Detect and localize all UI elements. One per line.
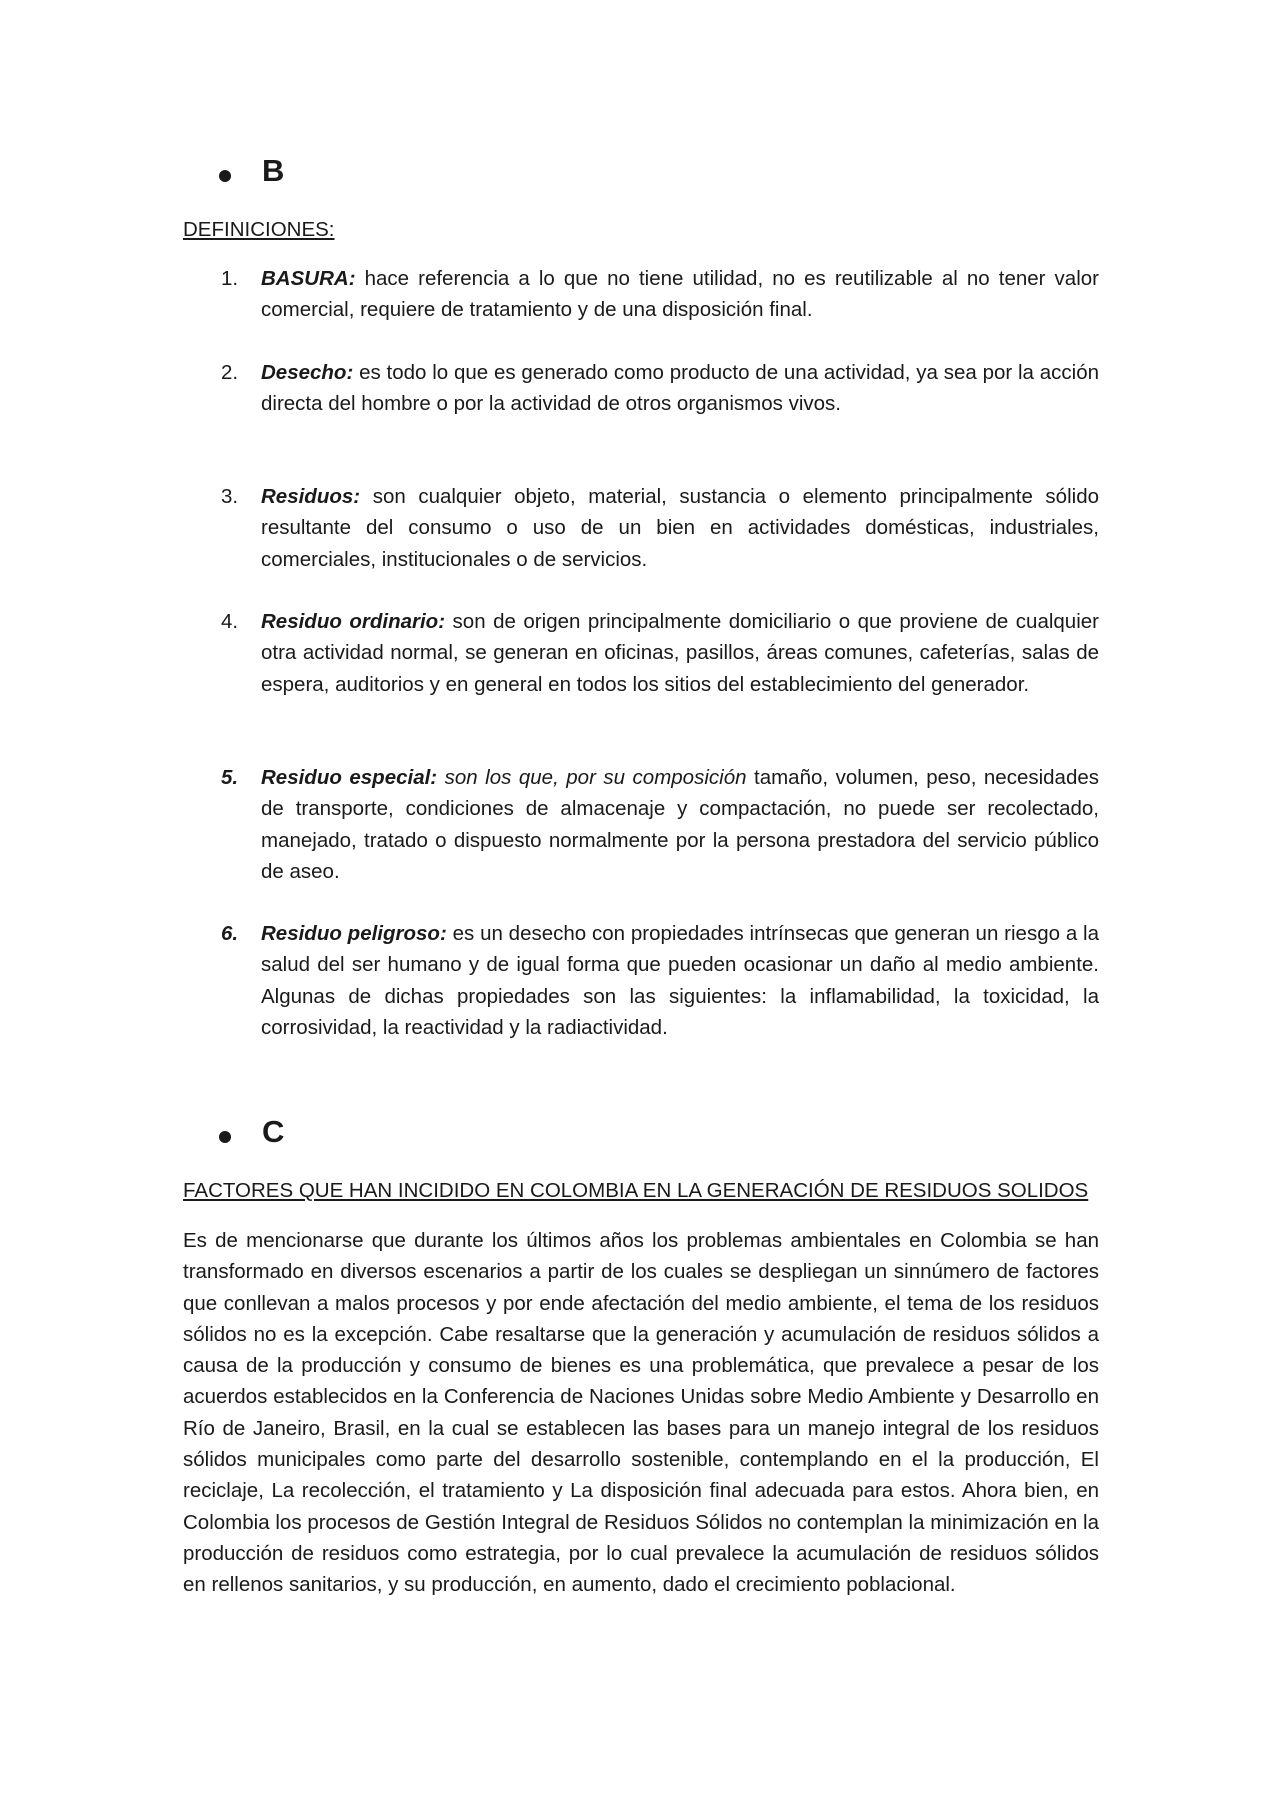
definition-item — [221, 357, 1099, 420]
definition-item — [221, 918, 1099, 1043]
item-description: es un desecho con propiedades intrínsecas que generan un riesgo a la salud del ser humano y de igual forma que pueden ocasionar un daño al medio ambiente. Algunas de dichas propiedades son las siguientes: la inflamabilidad, la toxicidad, la corrosividad, la reactividad y la radiactividad. — [261, 922, 1099, 1039]
section-c-bullet — [219, 1114, 285, 1149]
item-text — [261, 762, 1099, 887]
item-number: 2. — [221, 361, 239, 384]
item-term: Residuos: — [261, 485, 361, 508]
item-italic-text: son los que, por su composición — [437, 766, 747, 789]
item-term: Residuo especial: — [261, 766, 438, 789]
item-description: es todo lo que es generado como producto de una actividad, ya sea por la acción directa del hombre o por la actividad de otros organismos vivos. — [261, 361, 1099, 416]
section-b-bullet — [219, 153, 285, 188]
section-c-paragraph: Es de mencionarse que durante los últimos años los problemas ambientales en Colombia se han transformado en diversos escenarios a partir de los cuales se despliegan un sinnúmero de factores que conllevan a malos procesos y por ende afectación del medio ambiente, el tema de los residuos sólidos no es la excepción. Cabe resaltarse que la generación y acumulación de residuos sólidos a causa de la producción y consumo de bienes es una problemática, que prevalece a pesar de los acuerdos establecidos en la Conferencia de Naciones Unidas sobre Medio Ambiente y Desarrollo en Río de Janeiro, Brasil, en la cual se establecen las bases para un manejo integral de los residuos sólidos municipales como parte del desarrollo sostenible, contemplando en el la producción, El reciclaje, La recolección, el tratamiento y La disposición final adecuada para estos. Ahora bien, en Colombia los procesos de Gestión Integral de Residuos Sólidos no contemplan la minimización en la producción de residuos como estrategia, por lo cual prevalece la acumulación de residuos sólidos en rellenos sanitarios, y su producción, en aumento, dado el crecimiento poblacional. — [183, 1229, 1099, 1597]
item-number: 6. — [221, 922, 239, 945]
item-number: 3. — [221, 485, 239, 508]
section-b-letter: B — [262, 153, 285, 188]
item-description: son de origen principalmente domiciliario o que proviene de cualquier otra actividad normal, se generan en oficinas, pasillos, áreas comunes, cafeterías, salas de espera, auditorios y en general en todos los sitios del establecimiento del generador. — [261, 610, 1099, 696]
item-term: BASURA: — [261, 267, 356, 290]
definition-item — [221, 481, 1099, 575]
item-description: son cualquier objeto, material, sustancia o elemento principalmente sólido resultante del consumo o uso de un bien en actividades domésticas, industriales, comerciales, institucionales o de servicios. — [261, 485, 1099, 571]
bullet-dot-icon — [219, 170, 231, 182]
definition-item — [221, 263, 1099, 326]
item-text — [261, 918, 1099, 1043]
item-number: 5. — [221, 766, 239, 789]
item-text — [261, 481, 1099, 575]
item-number: 1. — [221, 267, 239, 290]
section-c-letter: C — [262, 1114, 285, 1149]
definition-item — [221, 606, 1099, 700]
item-text — [261, 263, 1099, 326]
item-description: hace referencia a lo que no tiene utilidad, no es reutilizable al no tener valor comercial, requiere de tratamiento y de una disposición final. — [261, 267, 1099, 322]
section-c-heading: FACTORES QUE HAN INCIDIDO EN COLOMBIA EN LA GENERACIÓN DE RESIDUOS SOLIDOS — [183, 1179, 1089, 1202]
item-description: tamaño, volumen, peso, necesidades de transporte, condiciones de almacenaje y compactación, no puede ser recolectado, manejado, tratado o dispuesto normalmente por la persona prestadora del servicio público de aseo. — [261, 766, 1100, 883]
definition-item — [221, 762, 1099, 887]
bullet-dot-icon — [219, 1131, 231, 1143]
item-number: 4. — [221, 610, 239, 633]
item-term: Residuo peligroso: — [261, 922, 447, 945]
item-term: Desecho: — [261, 361, 354, 384]
item-term: Residuo ordinario: — [261, 610, 446, 633]
item-text — [261, 606, 1099, 700]
section-b-heading: DEFINICIONES: — [183, 218, 335, 241]
item-text — [261, 357, 1099, 420]
